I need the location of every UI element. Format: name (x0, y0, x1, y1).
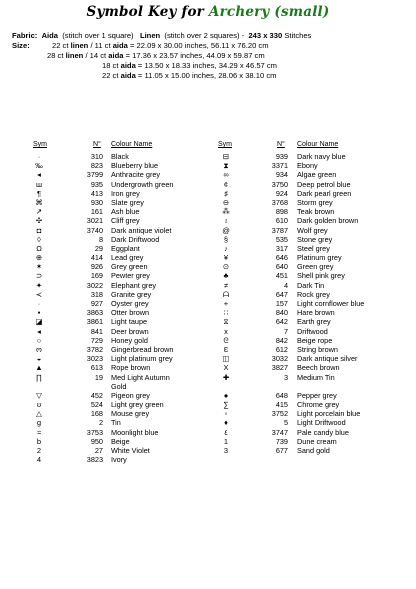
list-item (0, 207, 416, 216)
colour-name: Black (111, 152, 129, 161)
thread-number: 3371 (271, 161, 288, 171)
stitch-symbol: ✶ (35, 262, 43, 272)
size-line-1: 22 ct linen / 11 ct aida = 22.09 x 30.00 inches, 56.11 x 76.20 cm (52, 41, 269, 50)
list-item (0, 373, 416, 382)
stitch-symbol: 1 (223, 436, 229, 446)
thread-number: 3740 (86, 225, 103, 235)
stitch-symbol: ≈ (36, 427, 42, 437)
stitch-symbol: ↗ (35, 207, 43, 217)
stitch-symbol: ✦ (35, 280, 43, 290)
thread-number: 648 (275, 390, 288, 400)
thread-number: 3863 (86, 308, 103, 318)
colour-name: Beige (111, 436, 130, 446)
thread-number: 823 (90, 161, 103, 171)
list-item (0, 271, 416, 280)
thread-number: 3827 (271, 363, 288, 373)
list-item (0, 400, 416, 409)
stitch-symbol: ◂ (37, 170, 41, 180)
thread-number: 168 (90, 409, 103, 419)
colour-name: Hare brown (297, 308, 335, 318)
list-item (0, 409, 416, 418)
list-item (0, 317, 416, 326)
colour-name: Deer brown (111, 326, 149, 336)
stitch-symbol: ⧖ (223, 317, 229, 327)
list-item (0, 455, 208, 464)
colour-name: Cliff grey (111, 216, 140, 226)
thread-number: 934 (275, 170, 288, 180)
stitch-symbol: ≠ (223, 280, 229, 290)
thread-number: 3768 (271, 197, 288, 207)
colour-name: Oyster grey (111, 299, 149, 308)
thread-number: 3861 (86, 317, 103, 327)
stitch-symbol: Ω (36, 243, 42, 253)
list-item (0, 253, 416, 262)
thread-number: 842 (275, 335, 288, 345)
colour-name: Eggplant (111, 243, 140, 253)
colour-name: Light Driftwood (297, 418, 346, 428)
list-item (0, 262, 416, 271)
stitch-symbol: ◊ (37, 234, 41, 244)
stitch-symbol: ▲ (35, 363, 43, 373)
stitch-symbol: b (36, 436, 42, 446)
stitch-symbol: ¶ (36, 188, 42, 198)
thread-number: 930 (90, 197, 103, 207)
stitch-symbol: 4 (36, 455, 42, 465)
thread-number: 29 (94, 243, 103, 253)
colour-name: Rope brown (111, 363, 151, 373)
title-pattern-name: Archery (small) (208, 4, 330, 20)
list-item (0, 336, 416, 345)
page-title (0, 4, 416, 20)
thread-number: 413 (90, 188, 103, 198)
thread-number: 939 (275, 152, 288, 161)
colour-name: Pale candy blue (297, 427, 349, 437)
stitch-symbol: ◪ (35, 317, 43, 327)
thread-number: 739 (275, 436, 288, 446)
colour-name: Anthracite grey (111, 170, 161, 180)
stitch-symbol: 3 (223, 446, 229, 455)
thread-number: 414 (90, 253, 103, 263)
stitch-symbol: ⊃ (35, 271, 43, 281)
colour-name: Undergrowth green (111, 179, 174, 189)
stitch-symbol: ▽ (36, 390, 42, 400)
thread-number: 646 (275, 253, 288, 263)
stitch-symbol: ○ (36, 335, 42, 345)
size-label: Size: (12, 41, 30, 50)
colour-name: Pewter grey (111, 271, 150, 281)
stitch-symbol: ⊙ (222, 262, 230, 272)
list-item (0, 170, 416, 179)
stitch-symbol: Ɛ (223, 344, 229, 354)
thread-number: 677 (275, 446, 288, 455)
stitch-symbol: · (37, 299, 41, 308)
colour-name: Ash blue (111, 207, 140, 217)
colour-name: Stone grey (297, 234, 333, 244)
size-line-2: 28 ct linen / 14 ct aida = 17.36 x 23.57 inches, 44.09 x 59.87 cm (47, 51, 265, 60)
title-prefix: Symbol Key for (86, 4, 204, 20)
colour-name: Elephant grey (111, 280, 157, 290)
colour-header: Colour Name (297, 141, 339, 148)
stitch-symbol: ♪ (224, 243, 228, 253)
list-item (0, 244, 416, 253)
list-item (0, 446, 416, 455)
stitch-symbol: ♣ (223, 271, 229, 281)
thread-number: 3799 (86, 170, 103, 180)
stitch-symbol: ∑ (223, 400, 229, 410)
colour-name: Dark antique silver (297, 354, 358, 364)
stitch-symbol: ♯ (224, 188, 228, 198)
colour-name: Shell pink grey (297, 271, 345, 281)
thread-number: 318 (90, 289, 103, 299)
stitch-symbol: ⊕ (35, 253, 43, 263)
stitch-symbol: + (223, 299, 229, 308)
stitch-symbol: ٤ (223, 427, 229, 437)
stitch-symbol: ʊ (36, 400, 42, 410)
thread-number: 840 (275, 308, 288, 318)
fabric-label: Fabric: (12, 31, 38, 40)
thread-number: 452 (90, 390, 103, 400)
stitch-symbol: @ (222, 225, 230, 235)
colour-name: Algae green (297, 170, 337, 180)
fabric-linen: Linen (139, 31, 161, 40)
num-header: N° (93, 141, 101, 148)
colour-name: Honey gold (111, 335, 148, 345)
thread-number: 3823 (86, 455, 103, 465)
colour-name: Driftwood (297, 326, 328, 336)
colour-name: Grey green (111, 262, 148, 272)
list-item (0, 354, 416, 363)
colour-name: Platinum grey (297, 253, 342, 263)
colour-name: Light grey green (111, 400, 164, 410)
colour-name: Otter brown (111, 308, 150, 318)
thread-number: 157 (275, 299, 288, 308)
stitch-symbol: ⌘ (35, 197, 43, 207)
size-line-3: 18 ct aida = 13.50 x 18.33 inches, 34.29 x 46.57 cm (102, 61, 278, 70)
colour-name: Chrome grey (297, 400, 340, 410)
stitch-symbol: ✣ (35, 216, 43, 226)
stitch-symbol: ♁ (223, 216, 229, 226)
thread-number: 3753 (86, 427, 103, 437)
colour-name: Dark Driftwood (111, 234, 160, 244)
sym-header: Sym (33, 141, 47, 148)
thread-number: 950 (90, 436, 103, 446)
colour-name: Light platinum grey (111, 354, 173, 364)
thread-number: 3032 (271, 354, 288, 364)
fabric-linen-note: (stitch over 2 squares) - (164, 31, 245, 40)
stitch-symbol: ᗩ (222, 289, 230, 299)
colour-name: String brown (297, 344, 338, 354)
colour-name: Medium Tin (297, 372, 335, 382)
stitch-symbol: ◒ (36, 354, 42, 364)
colour-name: Pigeon grey (111, 390, 150, 400)
list-item (0, 235, 416, 244)
colour-name: Teak brown (297, 207, 335, 217)
stitch-count: 243 x 330 (248, 31, 283, 40)
colour-name: Moonlight blue (111, 427, 159, 437)
thread-number: 3747 (271, 427, 288, 437)
colour-name: Pepper grey (297, 390, 337, 400)
colour-name: Tin (111, 418, 121, 428)
stitch-symbol: ო (36, 344, 42, 354)
stitch-symbol: ∷ (223, 308, 229, 318)
thread-number: 647 (275, 289, 288, 299)
colour-name: Light porcelain blue (297, 409, 361, 419)
stitch-count-label: Stitches (284, 31, 312, 40)
colour-name: Dark Tin (297, 280, 325, 290)
list-item (0, 299, 416, 308)
thread-number: 935 (90, 179, 103, 189)
colour-name: Light cornflower blue (297, 299, 365, 308)
thread-number: 3750 (271, 179, 288, 189)
thread-number: 524 (90, 400, 103, 410)
thread-number: 729 (90, 335, 103, 345)
thread-number: 3 (283, 372, 288, 382)
colour-name: Blueberry blue (111, 161, 159, 171)
thread-number: 3023 (86, 354, 103, 364)
colour-name: Iron grey (111, 188, 140, 198)
stitch-symbol: § (223, 234, 229, 244)
thread-number: 161 (90, 207, 103, 217)
list-item (0, 363, 416, 372)
colour-name: Beech brown (297, 363, 340, 373)
thread-number: 3021 (86, 216, 103, 226)
stitch-symbol: ‰ (35, 161, 43, 171)
list-item (0, 382, 416, 391)
colour-name: Dark pearl green (297, 188, 352, 198)
colour-name: Ivory (111, 455, 127, 465)
colour-name: Sand gold (297, 446, 330, 455)
colour-name: Steel grey (297, 243, 330, 253)
stitch-symbol: ⧗ (223, 161, 229, 171)
colour-name: Light taupe (111, 317, 148, 327)
colour-name: White Violet (111, 446, 150, 455)
stitch-symbol: x (224, 326, 228, 336)
stitch-symbol: ᘓ (223, 335, 229, 345)
thread-number: 317 (275, 243, 288, 253)
stitch-symbol: ш (35, 179, 43, 189)
stitch-symbol: ¢ (223, 179, 229, 189)
thread-number: 640 (275, 262, 288, 272)
colour-name: Deep petrol blue (297, 179, 351, 189)
thread-number: 2 (98, 418, 103, 428)
stitch-symbol: X (223, 363, 229, 373)
stitch-symbol: ∞ (223, 170, 229, 180)
colour-name: Ebony (297, 161, 318, 171)
stitch-symbol: 2 (36, 446, 42, 455)
colour-name: Gingerbread brown (111, 344, 174, 354)
stitch-symbol: ● (223, 390, 229, 400)
thread-number: 169 (90, 271, 103, 281)
stitch-symbol: ⊖ (222, 197, 230, 207)
colour-name: Granite grey (111, 289, 152, 299)
size-line-4: 22 ct aida = 11.05 x 15.00 inches, 28.06 x 38.10 cm (102, 71, 277, 80)
thread-number: 841 (90, 326, 103, 336)
colour-name: Dark golden brown (297, 216, 359, 226)
list-item (0, 281, 416, 290)
colour-name: Dune cream (297, 436, 337, 446)
thread-number: 19 (94, 372, 103, 382)
thread-number: 5 (283, 418, 288, 428)
colour-name: Wolf grey (297, 225, 328, 235)
list-item (0, 226, 416, 235)
list-item (0, 216, 416, 225)
colour-header: Colour Name (111, 141, 153, 148)
thread-number: 924 (275, 188, 288, 198)
stitch-symbol: ⊟ (222, 152, 230, 161)
list-item (0, 161, 416, 170)
stitch-symbol: ¥ (223, 253, 229, 263)
list-item (0, 391, 416, 400)
thread-number: 8 (98, 234, 103, 244)
list-item (0, 327, 416, 336)
thread-number: 27 (94, 446, 103, 455)
thread-number: 898 (275, 207, 288, 217)
colour-name: Lead grey (111, 253, 144, 263)
fabric-line (12, 31, 311, 41)
stitch-symbol: ∏ (35, 372, 43, 382)
stitch-symbol: ◘ (36, 225, 42, 235)
stitch-symbol: ▪ (37, 308, 41, 318)
stitch-symbol: · (37, 152, 41, 161)
colour-name: Rock grey (297, 289, 330, 299)
stitch-symbol: ≺ (35, 289, 43, 299)
stitch-symbol: △ (36, 409, 42, 419)
colour-name: Earth grey (297, 317, 331, 327)
list-item (0, 198, 416, 207)
colour-name: Dark antique violet (111, 225, 172, 235)
list-item (0, 418, 416, 427)
thread-number: 7 (283, 326, 288, 336)
stitch-symbol: g (36, 418, 42, 428)
colour-name: Slate grey (111, 197, 144, 207)
fabric-aida-note: (stitch over 1 square) (62, 31, 134, 40)
thread-number: 310 (90, 152, 103, 161)
stitch-symbol: ◂ (37, 326, 41, 336)
stitch-symbol: ♦ (224, 418, 228, 428)
num-header: N° (277, 141, 285, 148)
thread-number: 610 (275, 216, 288, 226)
list-item (0, 437, 416, 446)
thread-number: 3782 (86, 344, 103, 354)
thread-number: 3752 (271, 409, 288, 419)
stitch-symbol: ▫ (224, 409, 228, 419)
thread-number: 415 (275, 400, 288, 410)
list-item (0, 290, 416, 299)
thread-number: 3022 (86, 280, 103, 290)
list-item (0, 308, 416, 317)
right-colour-list (0, 152, 416, 455)
list-item (0, 180, 416, 189)
thread-number: 642 (275, 317, 288, 327)
colour-name: Beige rope (297, 335, 333, 345)
thread-number: 612 (275, 344, 288, 354)
colour-name: Mouse grey (111, 409, 150, 419)
stitch-symbol: ✚ (222, 372, 230, 382)
thread-number: 3787 (271, 225, 288, 235)
colour-name: Med Light Autumn (111, 372, 170, 382)
thread-number: 535 (275, 234, 288, 244)
colour-name: Storm grey (297, 197, 333, 207)
thread-number: 4 (283, 280, 288, 290)
thread-number: 927 (90, 299, 103, 308)
stitch-symbol: ⁂ (222, 207, 230, 217)
thread-number: 926 (90, 262, 103, 272)
colour-name: Gold (111, 381, 127, 391)
list-item (0, 345, 416, 354)
thread-number: 613 (90, 363, 103, 373)
colour-name: Green grey (297, 262, 334, 272)
sym-header: Sym (218, 141, 232, 148)
stitch-symbol: ◫ (222, 354, 230, 364)
colour-name: Dark navy blue (297, 152, 346, 161)
list-item (0, 152, 416, 161)
thread-number: 451 (275, 271, 288, 281)
list-item (0, 189, 416, 198)
list-item (0, 428, 416, 437)
fabric-aida: Aida (41, 31, 59, 40)
